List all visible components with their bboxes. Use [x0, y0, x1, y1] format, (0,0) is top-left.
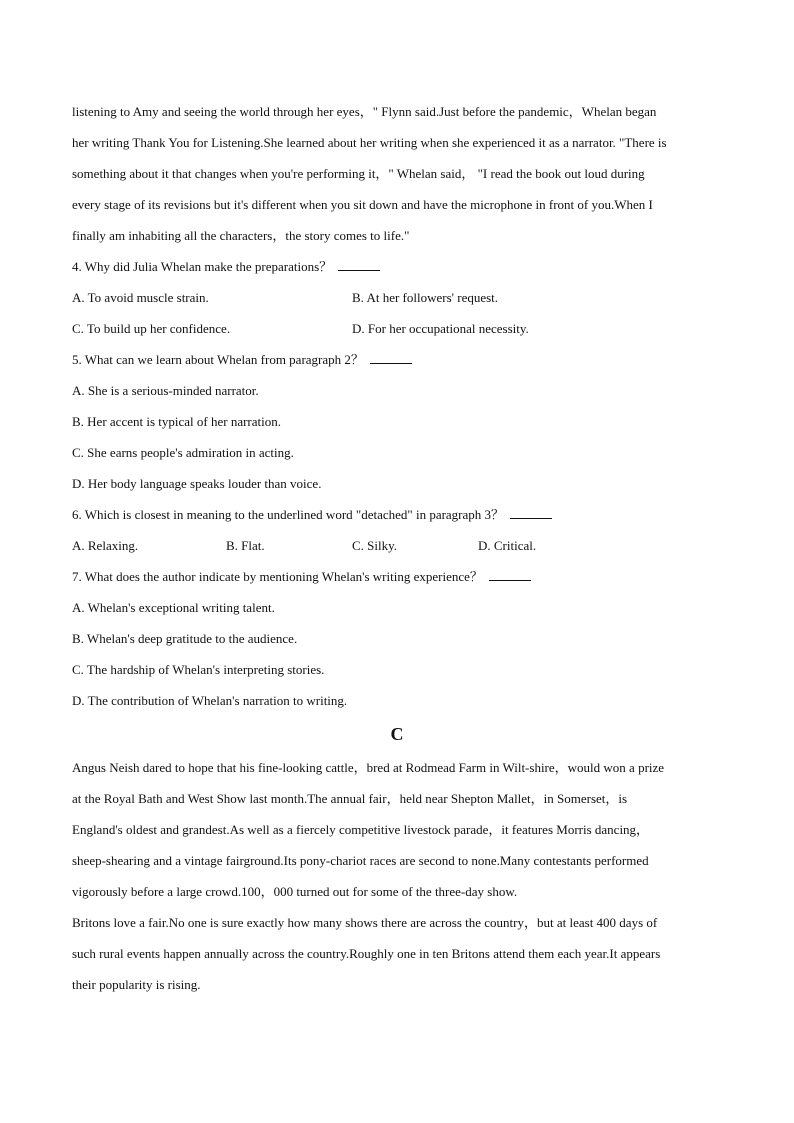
option-d[interactable]: D. Her body language speaks louder than voice.	[72, 476, 322, 491]
passage-line: vigorously before a large crowd.100，000 turned out for some of the three-day show.	[72, 884, 518, 899]
question-stem: 6. Which is closest in meaning to the underlined word "detached" in paragraph 3？	[72, 499, 722, 530]
option-row	[72, 313, 722, 344]
passage-line: England's oldest and grandest.As well as a fiercely competitive livestock parade，it features Morris dancing，	[72, 822, 650, 837]
passage-line: sheep-shearing and a vintage fairground.Its pony-chariot races are second to none.Many contestants performed	[72, 853, 649, 868]
passage-line: Britons love a fair.No one is sure exactly how many shows there are across the country，but at least 400 days of	[72, 915, 658, 930]
option-c[interactable]: C. To build up her confidence.	[72, 321, 231, 336]
passage-line: their popularity is rising.	[72, 977, 201, 992]
section-c-paragraph-2	[72, 907, 722, 1000]
option-a[interactable]: A. Whelan's exceptional writing talent.	[72, 600, 275, 615]
passage-line: every stage of its revisions but it's different when you sit down and have the microphone in front of you.When I	[72, 197, 653, 212]
answer-blank[interactable]	[370, 351, 412, 364]
question-stem: 7. What does the author indicate by mentioning Whelan's writing experience？	[72, 561, 722, 592]
question-6	[72, 499, 722, 561]
option-row	[72, 282, 722, 313]
option-c[interactable]: C. Silky.	[352, 538, 398, 553]
passage-line: listening to Amy and seeing the world through her eyes，" Flynn said.Just before the pandemic，Whelan began	[72, 104, 657, 119]
answer-blank[interactable]	[510, 506, 552, 519]
document-page	[72, 96, 722, 1000]
option-a[interactable]: A. Relaxing.	[72, 538, 139, 553]
option-d[interactable]: D. For her occupational necessity.	[352, 321, 529, 336]
passage-line: something about it that changes when you're performing it，" Whelan said， "I read the book out loud during	[72, 166, 645, 181]
option-b[interactable]: B. Whelan's deep gratitude to the audience.	[72, 631, 298, 646]
question-7	[72, 561, 722, 716]
option-b[interactable]: B. Flat.	[226, 538, 265, 553]
option-a[interactable]: A. To avoid muscle strain.	[72, 290, 209, 305]
passage-line: such rural events happen annually across the country.Roughly one in ten Britons attend them each year.It appears	[72, 946, 661, 961]
section-c-paragraph-1	[72, 752, 722, 907]
option-b[interactable]: B. At her followers' request.	[352, 290, 499, 305]
question-stem: 4. Why did Julia Whelan make the preparations？	[72, 251, 722, 282]
answer-blank[interactable]	[489, 568, 531, 581]
passage-b-tail	[72, 96, 722, 251]
section-title: C	[390, 724, 404, 744]
answer-blank[interactable]	[338, 258, 380, 271]
question-stem: 5. What can we learn about Whelan from paragraph 2？	[72, 344, 722, 375]
question-5	[72, 344, 722, 499]
option-d[interactable]: D. Critical.	[478, 538, 537, 553]
option-c[interactable]: C. The hardship of Whelan's interpreting stories.	[72, 662, 325, 677]
passage-line: Angus Neish dared to hope that his fine-looking cattle，bred at Rodmead Farm in Wilt-shire，would won a prize	[72, 760, 665, 775]
passage-line: finally am inhabiting all the characters，the story comes to life."	[72, 228, 410, 243]
passage-line: her writing Thank You for Listening.She learned about her writing when she experienced it as a narrator. "There is	[72, 135, 667, 150]
option-c[interactable]: C. She earns people's admiration in acting.	[72, 445, 294, 460]
option-b[interactable]: B. Her accent is typical of her narration.	[72, 414, 281, 429]
passage-line: at the Royal Bath and West Show last month.The annual fair，held near Shepton Mallet，in Somerset，is	[72, 791, 628, 806]
option-d[interactable]: D. The contribution of Whelan's narration to writing.	[72, 693, 348, 708]
option-a[interactable]: A. She is a serious-minded narrator.	[72, 383, 259, 398]
question-4	[72, 251, 722, 344]
option-row	[72, 530, 722, 561]
